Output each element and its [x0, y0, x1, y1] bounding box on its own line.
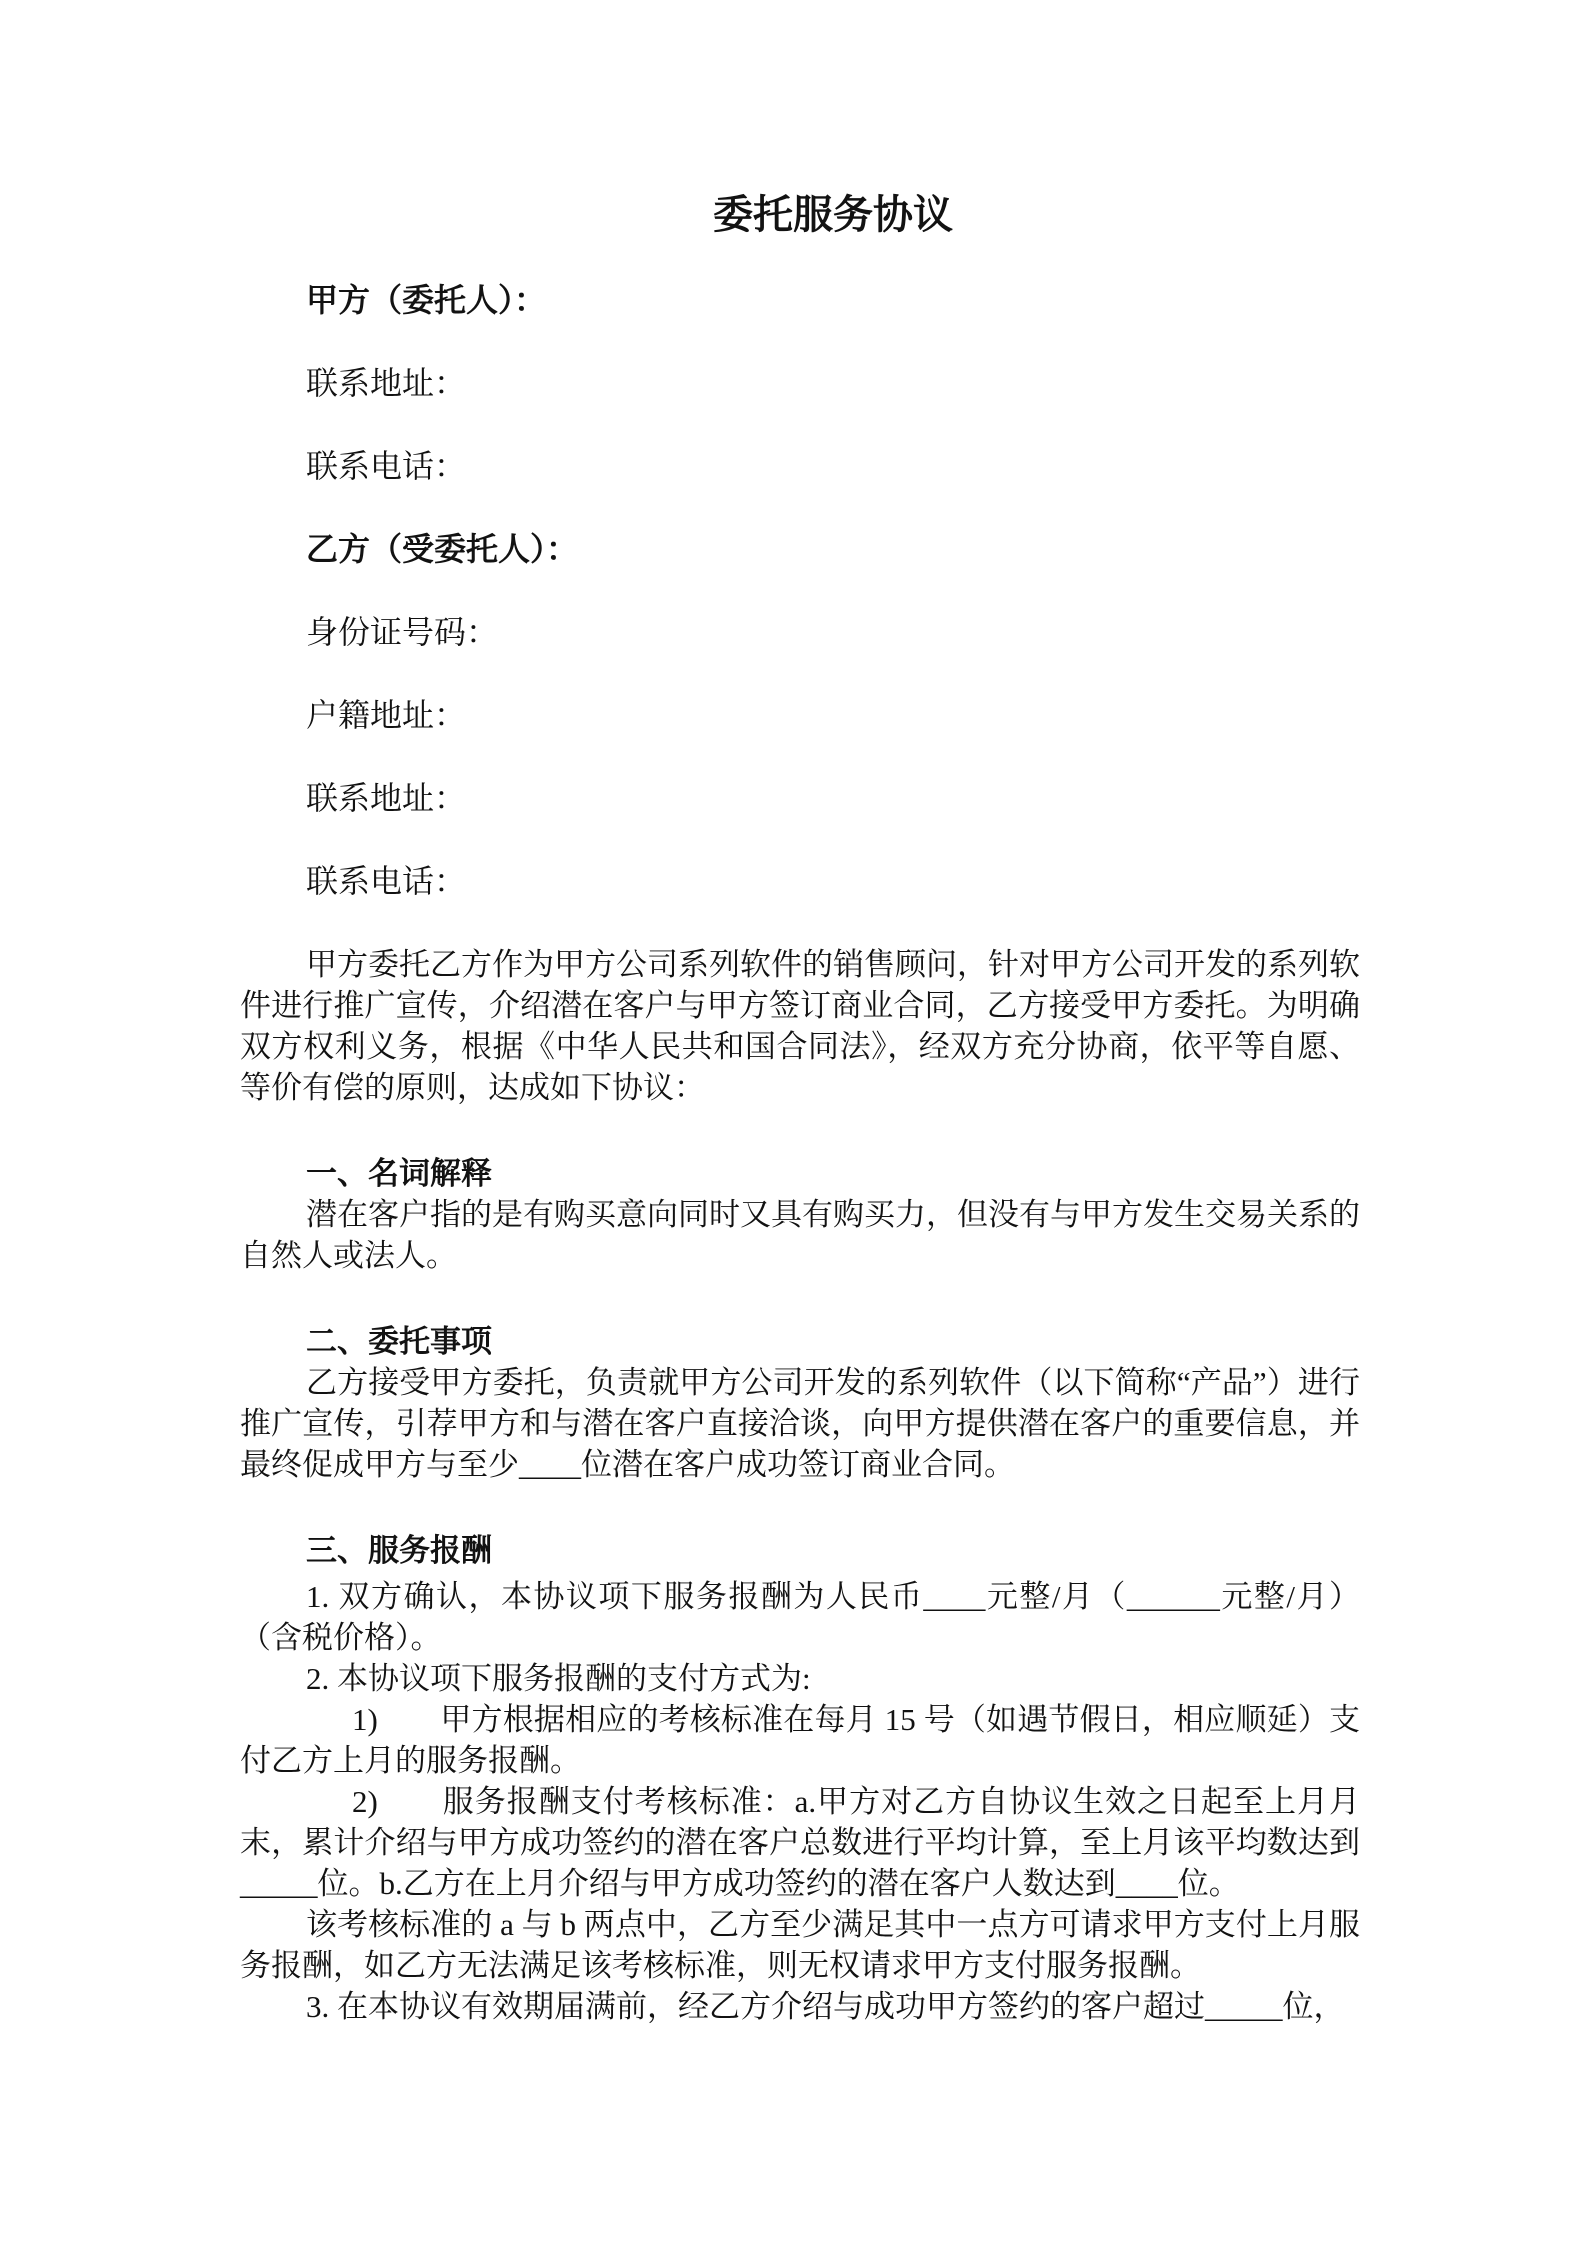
field-contact-phone-a: 联系电话： [306, 448, 467, 484]
field-party-a: 甲方（委托人）： [306, 282, 547, 318]
field-id-number: 身份证号码： [306, 614, 499, 650]
field-contact-phone-b: 联系电话： [306, 863, 467, 899]
remuneration-clause-3: 3. 在本协议有效期届满前，经乙方介绍与成功甲方签约的客户超过_____位， [306, 1989, 1345, 2024]
entrusted-matters-paragraph: 乙方接受甲方委托，负责就甲方公司开发的系列软件（以下简称“产品”）进行推广宣传，引荐甲方和与潜在客户直接洽谈，向甲方提供潜在客户的重要信息，并最终促成甲方与至少____位潜在客户成功签订商业合同。 [240, 1365, 1360, 1482]
remuneration-clause-1: 1. 双方确认，本协议项下服务报酬为人民币____元整/月（______元整/月）（含税价格）。 [240, 1579, 1360, 1655]
remuneration-clause-2: 2. 本协议项下服务报酬的支付方式为: [306, 1661, 811, 1696]
definitions-paragraph: 潜在客户指的是有购买意向同时又具有购买力，但没有与甲方发生交易关系的自然人或法人。 [240, 1197, 1360, 1273]
document-title: 委托服务协议 [713, 192, 953, 237]
intro-paragraph: 甲方委托乙方作为甲方公司系列软件的销售顾问，针对甲方公司开发的系列软件进行推广宣传，介绍潜在客户与甲方签订商业合同，乙方接受甲方委托。为明确双方权利义务，根据《中华人民共和国合同法》，经双方充分协商，依平等自愿、等价有偿的原则，达成如下协议： [240, 947, 1360, 1105]
assessment-standard-paragraph: 该考核标准的 a 与 b 两点中，乙方至少满足其中一点方可请求甲方支付上月服务报酬，如乙方无法满足该考核标准，则无权请求甲方支付服务报酬。 [240, 1907, 1360, 1983]
section-heading-definitions: 一、名词解释 [306, 1156, 492, 1191]
payment-method-item-1: 1) 甲方根据相应的考核标准在每月 15 号（如遇节假日，相应顺延）支付乙方上月的服务报酬。 [240, 1702, 1360, 1778]
section-heading-entrusted-matters: 二、委托事项 [306, 1324, 492, 1359]
field-party-b: 乙方（受委托人）： [306, 531, 579, 567]
payment-method-item-2: 2) 服务报酬支付考核标准：a.甲方对乙方自协议生效之日起至上月月末，累计介绍与甲方成功签约的潜在客户总数进行平均计算，至上月该平均数达到_____位。b.乙方在上月介绍与甲方成功签约的潜在客户人数达到____位。 [240, 1784, 1360, 1901]
field-household-address: 户籍地址： [306, 697, 467, 733]
field-contact-address-a: 联系地址： [306, 365, 467, 401]
section-heading-service-remuneration: 三、服务报酬 [306, 1533, 492, 1568]
field-contact-address-b: 联系地址： [306, 780, 467, 816]
